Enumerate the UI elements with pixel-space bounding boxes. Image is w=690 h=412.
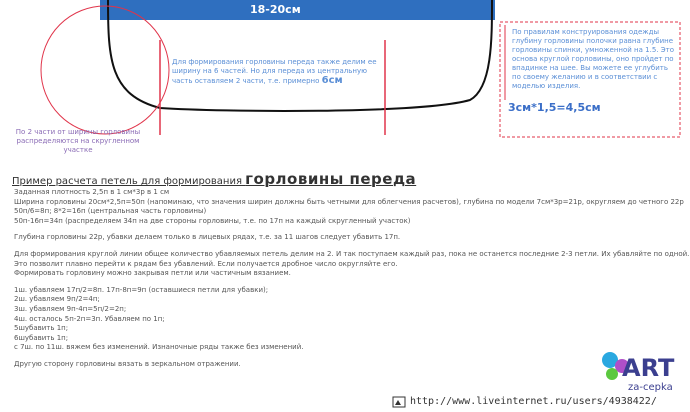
text-line: 6шубавить 1п; xyxy=(14,333,69,342)
left-note: По 2 части от ширины горловины распределяются на скругленном участке xyxy=(15,128,141,154)
right-note: По правилам конструирования одежды глубину горловины полочки равна глубине горловины спинки, умноженной на 1.5. Это основа круглой горловины, оно пройдет по впадинке на шее. Вы можете ее углубить по своему желанию и в соответствии с моделью изделия. xyxy=(512,28,674,90)
source-url[interactable]: http://www.liveinternet.ru/users/4938422/ xyxy=(410,396,657,407)
text-line: 50п/6=8п; 8*2=16п (центральная часть горловины) xyxy=(14,207,207,216)
text-line: 5шубавить 1п; xyxy=(14,324,69,333)
depth-formula: 3см*1,5=4,5см xyxy=(508,101,601,114)
text-line: 2ш. убавляем 9п/2=4п; xyxy=(14,295,100,304)
text-line: 50п-16п=34п (распределяем 34п на две стороны горловины, т.е. по 17п на каждый скругленный участок) xyxy=(14,216,411,225)
center-note-line1: Для формирования горловины переда также делим ее ширину на 6 частей. Но для переда из центральную xyxy=(172,58,377,75)
text-line: 4ш. осталось 5п-2п=3п. Убавляем по 1п; xyxy=(14,314,165,323)
title-main: горловины переда xyxy=(245,170,417,188)
center-note xyxy=(172,58,382,86)
text-line: Глубина горловины 22р, убавки делаем только в лицевых рядах, т.е. за 11 шагов следует убавить 17п. xyxy=(14,233,401,242)
text-line: Заданная плотность 2,5п в 1 см*3р в 1 см xyxy=(14,188,170,196)
text-line: Формировать горловину можно закрывая петли или частичным вязанием. xyxy=(14,269,291,278)
center-value: 6см xyxy=(321,75,343,86)
site-icon xyxy=(392,396,406,408)
center-note-line2: часть оставляем 2 части, т.е. примерно xyxy=(172,77,320,85)
text-line: 1ш. убавляем 17п/2=8п. 17п-8п=9п (оставшиеся петли для убавки); xyxy=(14,285,269,294)
text-line: Для формирования круглой линии общее количество убавляемых петель делим на 2. И так поступаем каждый раз, пока не останется последние 2-3 петли. Их убавляйте по одной. xyxy=(14,250,690,258)
art-zacepka-logo xyxy=(598,344,678,396)
logo-text: ART xyxy=(622,354,675,382)
text-line: Ширина горловины 20см*2,5п=50п (напоминаю, что значения ширин должны быть четными для облегчения расчетов), глубина по модели 7см*3р=21р, округляем до четного 22р xyxy=(14,197,684,206)
text-line: Другую сторону горловины вязать в зеркальном отражении. xyxy=(14,360,241,368)
section-title xyxy=(12,170,416,188)
text-line: Это позволит плавно перейти к рядам без убавлений. Если получается дробное число округляйте его. xyxy=(14,259,398,268)
text-line: 3ш. убавляем 9п-4п=5п/2=2п; xyxy=(14,305,127,313)
width-label: 18-20см xyxy=(250,3,301,16)
logo-sub: za-cepka xyxy=(628,382,673,393)
title-prefix: Пример расчета петель для формирования xyxy=(12,176,246,187)
text-line: с 7ш. по 11ш. вяжем без изменений. Изнаночные ряды также без изменений. xyxy=(14,343,304,352)
left-curve-circle xyxy=(41,6,169,134)
